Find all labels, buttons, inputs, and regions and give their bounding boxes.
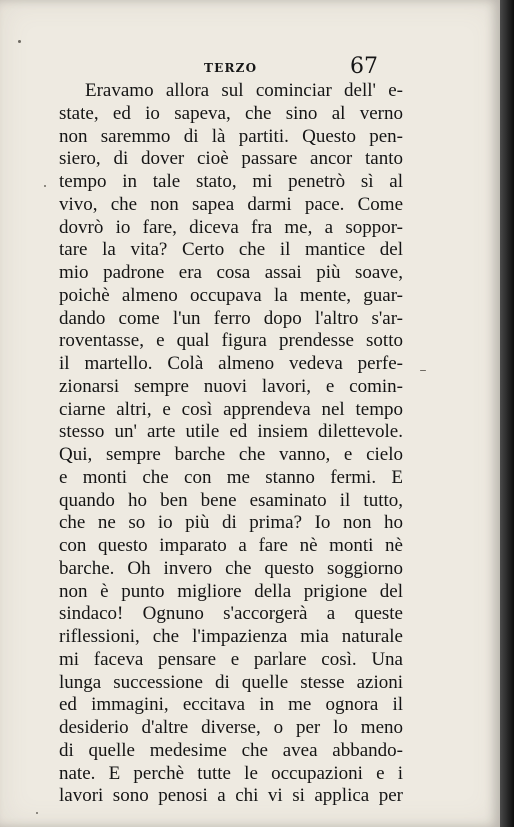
text-line: siero, di dover cioè passare ancor tanto — [59, 148, 403, 170]
text-line: Eravamo allora sul cominciar dell' e- — [85, 80, 403, 101]
text-line: con questo imparato a fare nè monti nè — [59, 535, 403, 556]
text-line: quando ho ben bene esaminato il tutto, — [59, 489, 403, 511]
text-line: Qui, sempre barche che vanno, e cielo — [59, 444, 403, 465]
paper-speck — [18, 40, 21, 43]
text-line: e monti che con me stanno fermi. E — [59, 466, 403, 488]
running-head: TERZO — [204, 61, 258, 75]
body-text — [59, 80, 403, 808]
text-line: nate. E perchè tutte le occupazioni e i — [59, 762, 403, 784]
text-line: vivo, che non sapea darmi pace. Come — [59, 193, 403, 215]
paper-speck — [420, 370, 426, 371]
text-line: state, ed io sapeva, che sino al verno — [59, 102, 403, 124]
paper-speck — [44, 185, 46, 187]
text-line: zionarsi sempre nuovi lavori, e comin- — [59, 375, 403, 397]
text-line: non saremmo di là partiti. Questo pen- — [59, 125, 403, 147]
page-number: 67 — [350, 54, 378, 79]
text-line: poichè almeno occupava la mente, guar- — [59, 284, 403, 306]
text-line: dando come l'un ferro dopo l'altro s'ar- — [59, 307, 403, 329]
text-line: di quelle medesime che avea abbando- — [59, 739, 403, 761]
text-line: tempo in tale stato, mi penetrò sì al — [59, 171, 403, 192]
text-line: riflessioni, che l'impazienza mia naturale — [59, 626, 403, 647]
text-line: dovrò io fare, diceva fra me, a soppor- — [59, 216, 403, 238]
text-line: non è punto migliore della prigione del — [59, 580, 403, 602]
text-line: ciarne altri, e così apprendeva nel tempo — [59, 398, 403, 420]
page-header — [82, 56, 382, 80]
text-line: mi faceva pensare e parlare così. Una — [59, 648, 403, 670]
text-line: roventasse, e qual figura prendesse sotto — [59, 330, 403, 352]
text-line: tare la vita? Certo che il mantice del — [59, 239, 403, 261]
text-line: desiderio d'altre diverse, o per lo meno — [59, 717, 403, 738]
text-line: barche. Oh invero che questo soggiorno — [59, 557, 403, 579]
paper-speck — [36, 812, 38, 814]
text-line: il martello. Colà almeno vedeva perfe- — [59, 353, 403, 374]
text-line: stesso un' arte utile ed insiem dilettevole. — [59, 421, 403, 443]
text-line: che ne so io più di prima? Io non ho — [59, 512, 403, 534]
text-line: mio padrone era cosa assai più soave, — [59, 262, 403, 283]
book-gutter — [500, 0, 514, 827]
text-line: ed immagini, eccitava in me ognora il — [59, 694, 403, 716]
text-line: lavori sono penosi a chi vi si applica per — [59, 785, 403, 807]
text-line: lunga successione di quelle stesse azioni — [59, 671, 403, 693]
text-line: sindaco! Ognuno s'accorgerà a queste — [59, 603, 403, 625]
